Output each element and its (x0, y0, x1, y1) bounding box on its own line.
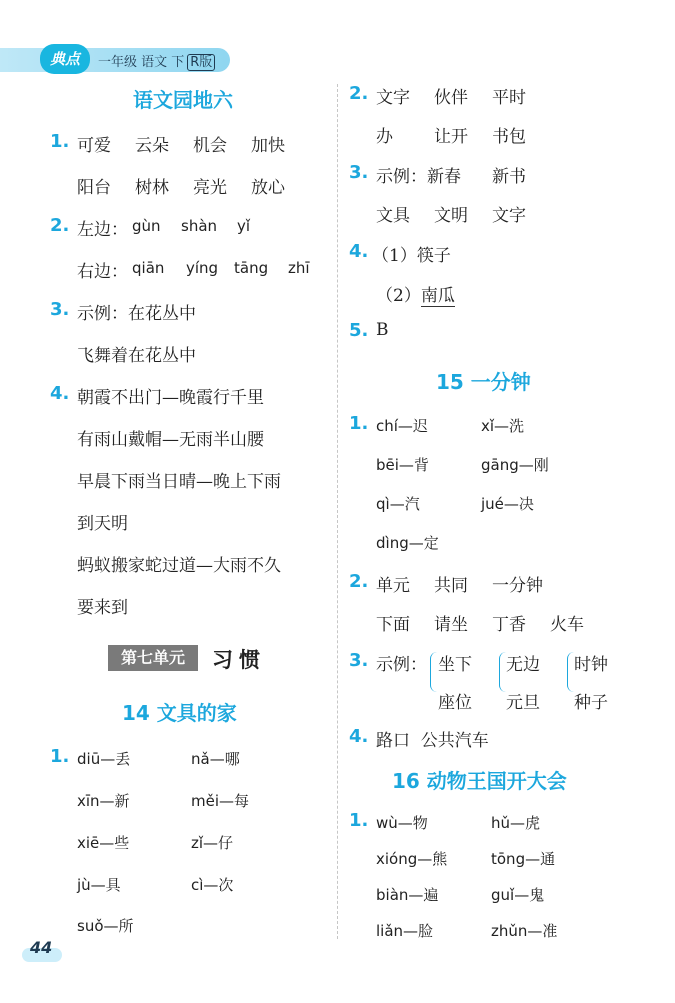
proverb-line: 要来到 (77, 598, 128, 618)
answer-word: 座位 (438, 693, 472, 713)
answer-word: 种子 (574, 693, 608, 713)
question-number: 4. (349, 726, 369, 747)
pinyin: yǐ (237, 217, 251, 235)
answer-label: 左边： (77, 220, 128, 240)
underlined-answer: 南瓜 (420, 286, 455, 306)
pinyin: shàn (181, 217, 218, 235)
column-divider (337, 84, 338, 939)
pinyin-char-pair: hǔ—虎 (491, 814, 541, 832)
pinyin-char-pair: xǐ—洗 (481, 417, 525, 435)
pinyin-char-pair: bēi—背 (376, 456, 429, 474)
pinyin-char-pair: zhǔn—准 (491, 922, 558, 940)
question-number: 1. (50, 131, 70, 152)
pinyin-char-pair: xióng—熊 (376, 850, 448, 868)
pinyin-char-pair: jù—具 (77, 876, 121, 894)
question-number: 3. (50, 299, 70, 320)
answer-word: 云朵 (135, 136, 169, 156)
section-title-yuwen-yuandi-6: 语文园地六 (133, 88, 233, 112)
answer-text: 示例：在花丛中 (77, 304, 196, 324)
answer-text: 示例：新春 (376, 167, 461, 187)
pinyin-char-pair: měi—每 (191, 792, 250, 810)
answer-word: 让开 (434, 127, 468, 147)
answer-label: 示例： (376, 655, 427, 675)
header-grade: 一年级 语文 下 (98, 55, 185, 70)
answer-word: 放心 (251, 178, 285, 198)
question-number: 3. (349, 162, 369, 183)
page-header (0, 44, 230, 74)
answer-word: 火车 (550, 615, 584, 635)
answer-word: 平时 (492, 88, 526, 108)
pinyin-char-pair: guǐ—鬼 (491, 886, 545, 904)
pinyin-char-pair: tōng—通 (491, 850, 556, 868)
answer-text: （1）筷子 (372, 246, 451, 266)
answer-prefix: （2） (376, 286, 421, 306)
question-number: 2. (50, 215, 70, 236)
pinyin: tāng (234, 259, 269, 277)
section-title-lesson-14: 14 文具的家 (122, 701, 237, 725)
answer-word: 时钟 (574, 655, 608, 675)
answer-word: 无边 (506, 655, 540, 675)
answer-word: 书包 (492, 127, 526, 147)
answer-word: 文字 (492, 206, 526, 226)
answer-word: 加快 (251, 136, 285, 156)
answer-word: 元旦 (506, 693, 540, 713)
question-number: 2. (349, 83, 369, 104)
pinyin-char-pair: gāng—刚 (481, 456, 549, 474)
answer-word: 可爱 (77, 136, 111, 156)
answer-word: 阳台 (77, 178, 111, 198)
answer-word: 下面 (376, 615, 410, 635)
question-number: 5. (349, 320, 369, 341)
answer-word: 办 (376, 127, 393, 147)
proverb-line: 有雨山戴帽—无雨半山腰 (77, 430, 264, 450)
answer-word: 坐下 (438, 655, 472, 675)
pinyin-char-pair: dìng—定 (376, 534, 439, 552)
pinyin-char-pair: zǐ—仔 (191, 834, 234, 852)
question-number: 1. (349, 810, 369, 831)
question-number: 1. (50, 746, 70, 767)
answer-word: 伙伴 (434, 88, 468, 108)
answer-word: 机会 (193, 136, 227, 156)
page-number: 44 (30, 938, 53, 957)
brace-icon (430, 652, 437, 692)
answer-word: 文具 (376, 206, 410, 226)
header-course (98, 51, 215, 70)
pinyin-char-pair: qì—汽 (376, 495, 420, 513)
pinyin-char-pair: jué—决 (481, 495, 534, 513)
pinyin: yíng (186, 259, 219, 277)
answer-word: 新书 (492, 167, 526, 187)
pinyin: gùn (132, 217, 161, 235)
answer-word: 丁香 (492, 615, 526, 635)
answer-word: 文明 (434, 206, 468, 226)
answer-word: 文字 (376, 88, 410, 108)
pinyin: qiān (132, 259, 165, 277)
pinyin-char-pair: biàn—遍 (376, 886, 439, 904)
brand-logo: 典点 (40, 44, 90, 74)
proverb-line: 朝霞不出门—晚霞行千里 (77, 388, 264, 408)
answer-text: 飞舞着在花丛中 (77, 346, 196, 366)
pinyin-char-pair: diū—丢 (77, 750, 131, 768)
answer-text: B (376, 320, 389, 340)
header-edition: R版 (187, 54, 215, 71)
pinyin-char-pair: cì—次 (191, 876, 234, 894)
pinyin: zhī (288, 259, 310, 277)
answer-text: 路口 公共汽车 (376, 731, 489, 751)
pinyin-char-pair: suǒ—所 (77, 917, 134, 935)
proverb-line: 蚂蚁搬家蛇过道—大雨不久 (77, 556, 281, 576)
question-number: 4. (50, 383, 70, 404)
pinyin-char-pair: chí—迟 (376, 417, 428, 435)
answer-label: 右边： (77, 262, 128, 282)
answer-word: 树林 (135, 178, 169, 198)
answer-word: 亮光 (193, 178, 227, 198)
question-number: 3. (349, 650, 369, 671)
pinyin-char-pair: nǎ—哪 (191, 750, 240, 768)
pinyin-char-pair: liǎn—脸 (376, 922, 434, 940)
answer-word: 请坐 (434, 615, 468, 635)
section-title-lesson-16: 16 动物王国开大会 (392, 769, 567, 793)
proverb-line: 早晨下雨当日晴—晚上下雨 (77, 472, 281, 492)
answer-word: 共同 (434, 576, 468, 596)
question-number: 1. (349, 413, 369, 434)
brace-icon (499, 652, 506, 692)
unit-title: 习惯 (212, 648, 266, 672)
question-number: 2. (349, 571, 369, 592)
brace-icon (567, 652, 574, 692)
answer-text (376, 281, 455, 306)
proverb-line: 到天明 (77, 514, 128, 534)
question-number: 4. (349, 241, 369, 262)
pinyin-char-pair: xiē—些 (77, 834, 130, 852)
answer-word: 一分钟 (492, 576, 543, 596)
unit-badge: 第七单元 (108, 645, 198, 671)
pinyin-char-pair: wù—物 (376, 814, 428, 832)
section-title-lesson-15: 15 一分钟 (436, 370, 531, 394)
answer-word: 单元 (376, 576, 410, 596)
pinyin-char-pair: xīn—新 (77, 792, 130, 810)
